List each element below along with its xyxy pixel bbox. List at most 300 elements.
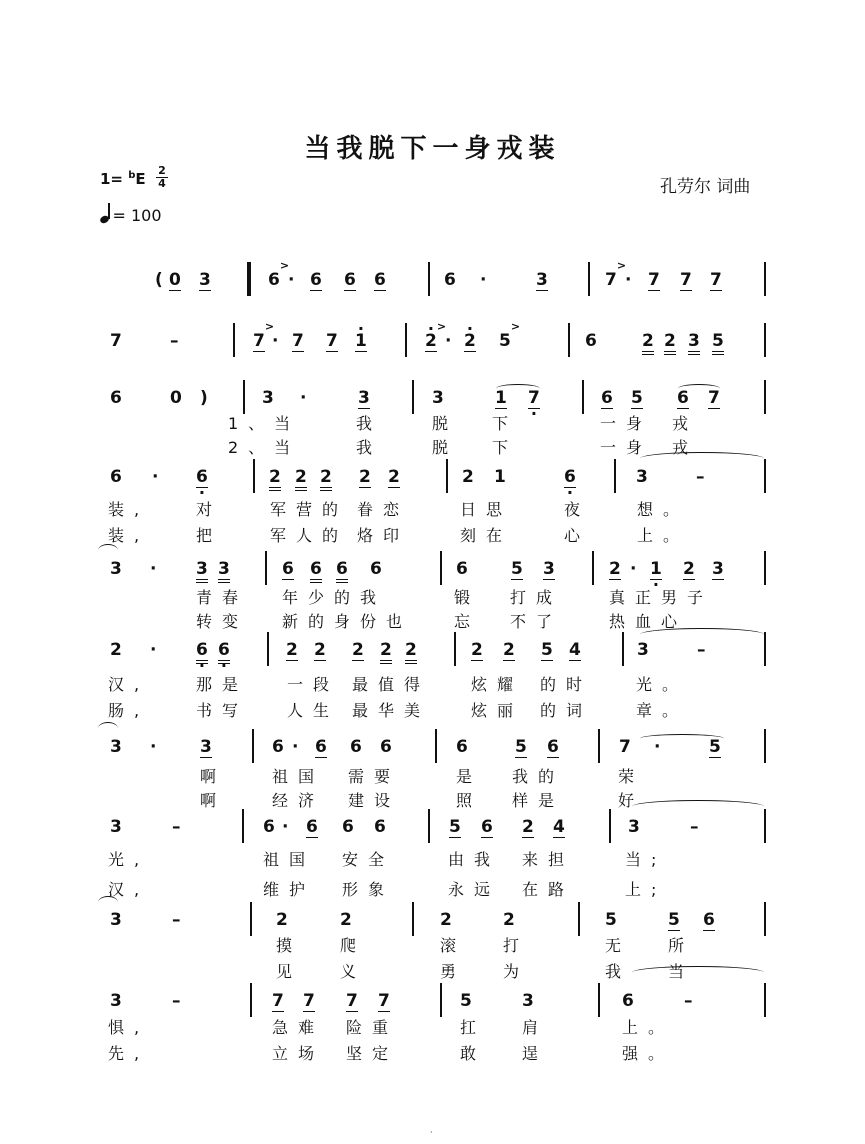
note: 6 xyxy=(310,270,322,290)
note: 5 xyxy=(515,737,527,757)
note: 6 xyxy=(342,817,354,837)
note: 7 xyxy=(110,331,122,351)
lyric-word: 一身 xyxy=(600,414,653,433)
time-signature xyxy=(156,166,168,189)
lyric-word: 汉, xyxy=(108,675,150,694)
lyric-word: 滚 xyxy=(440,936,457,955)
lyric-word: 夜 xyxy=(564,500,581,519)
lyric-word: 惧, xyxy=(108,1018,150,1037)
note: 3 xyxy=(543,559,555,579)
lyric-word: 眷恋 xyxy=(357,500,410,519)
barline xyxy=(764,983,766,1017)
note: · xyxy=(282,817,289,837)
note: 7 xyxy=(710,270,722,290)
note: 6 xyxy=(110,388,122,408)
lyric-word: 安全 xyxy=(342,850,395,869)
lyric-word: 锻 xyxy=(454,588,471,607)
barline xyxy=(440,983,442,1017)
lyric-word: 汉, xyxy=(108,880,150,899)
note: 3 xyxy=(110,737,122,757)
lyric-word: 下 xyxy=(492,414,509,433)
lyric-word: 忘 xyxy=(454,612,471,631)
tempo-value: = 100 xyxy=(112,206,162,225)
music-system xyxy=(0,559,865,589)
lyric-word: 装, xyxy=(108,500,150,519)
lyric-word: 啊 xyxy=(200,791,217,810)
lyric-word: 敢 xyxy=(460,1044,477,1063)
note: ( xyxy=(155,270,163,290)
lyric-word: 上。 xyxy=(637,526,690,545)
lyric-word: 把 xyxy=(196,526,213,545)
note: 3 xyxy=(432,388,444,408)
note: 3 xyxy=(110,817,122,837)
barline xyxy=(592,551,594,585)
lyric-word: 的词 xyxy=(540,701,593,720)
barline xyxy=(764,459,766,493)
lyric-word: 立场 xyxy=(272,1044,325,1063)
lyric-word: 热血心 xyxy=(609,612,688,631)
note: 6 xyxy=(263,817,275,837)
note: 7 xyxy=(708,388,720,408)
note: 3 xyxy=(110,991,122,1011)
note: · xyxy=(300,388,307,408)
note: 6 xyxy=(350,737,362,757)
note: 2 xyxy=(314,640,326,660)
barline xyxy=(764,729,766,763)
music-system xyxy=(0,737,865,767)
note: 2 xyxy=(642,331,654,355)
note: 6 xyxy=(481,817,493,837)
lyric-word: 上。 xyxy=(622,1018,675,1037)
note: 5 xyxy=(460,991,472,1011)
note: 6 · xyxy=(218,640,230,664)
lyric-word: 逞 xyxy=(522,1044,539,1063)
note: 3 xyxy=(200,737,212,757)
note: 6 · xyxy=(196,640,208,664)
lyric-word: 所 xyxy=(668,936,685,955)
note: · xyxy=(288,270,295,290)
lyric-word: 形象 xyxy=(342,880,395,899)
lyric-word: 是 xyxy=(456,767,473,786)
note: 5 xyxy=(712,331,724,355)
lyric-word: 光。 xyxy=(636,675,689,694)
note: · 2 > xyxy=(425,331,437,352)
note: 6 xyxy=(336,559,348,583)
note: ) xyxy=(200,388,208,408)
note: 3 xyxy=(196,559,208,583)
note: 7 xyxy=(346,991,358,1011)
note: 7 xyxy=(619,737,631,757)
barline xyxy=(764,632,766,666)
lyric-word: 照 xyxy=(456,791,473,810)
note: 4 xyxy=(553,817,565,837)
lyric-word: 扛 xyxy=(460,1018,477,1037)
barline xyxy=(582,380,584,414)
note: 2 xyxy=(380,640,392,664)
accent-mark: > xyxy=(279,259,290,272)
lyric-word: 摸 xyxy=(276,936,293,955)
lyric-word: 烙印 xyxy=(357,526,410,545)
note: 5 xyxy=(541,640,553,660)
lyric-word: 军营的 xyxy=(270,500,349,519)
note: 2 xyxy=(683,559,695,579)
note: 2 xyxy=(503,910,515,930)
lyric-word: 由我 xyxy=(448,850,501,869)
lyric-word: 建设 xyxy=(348,791,401,810)
lyric-word: 打成 xyxy=(510,588,563,607)
lyric-word: 荣 xyxy=(618,767,635,786)
lyric-word: 为 xyxy=(503,962,520,981)
key-prefix: 1= xyxy=(100,170,124,188)
note: 6 xyxy=(110,467,122,487)
barline xyxy=(412,902,414,936)
note: 2 xyxy=(609,559,621,579)
barline xyxy=(454,632,456,666)
time-top: 2 xyxy=(158,164,166,177)
note: 6 xyxy=(374,817,386,837)
lyric-word: 先, xyxy=(108,1044,150,1063)
note: 6 xyxy=(306,817,318,837)
note: 7 xyxy=(680,270,692,290)
barline xyxy=(609,809,611,843)
note: · xyxy=(630,559,637,579)
lyric-word: 强。 xyxy=(622,1044,675,1063)
lyric-word: 一段 xyxy=(287,675,340,694)
key-letter: E xyxy=(135,170,146,188)
note: · xyxy=(150,559,157,579)
note: 6 xyxy=(282,559,294,579)
note: · xyxy=(292,737,299,757)
note: 6 > xyxy=(268,270,280,290)
lyric-word: 那是 xyxy=(196,675,249,694)
lyric-word: 炫耀 xyxy=(471,675,524,694)
lyric-word: 书写 xyxy=(196,701,249,720)
lyric-word: 上; xyxy=(625,880,667,899)
note: 6 · xyxy=(196,467,208,488)
lyric-word: 急难 xyxy=(272,1018,325,1037)
note: – xyxy=(172,910,181,930)
note: 2 xyxy=(440,910,452,930)
lyric-word: 装, xyxy=(108,526,150,545)
note: 1 · xyxy=(650,559,662,580)
barline xyxy=(614,459,616,493)
note: 2 xyxy=(462,467,474,487)
lyric-word: 青春 xyxy=(196,588,249,607)
lyric-word: 戎 xyxy=(672,438,689,457)
music-system xyxy=(0,259,865,300)
lyric-word: 章。 xyxy=(636,701,689,720)
barline xyxy=(578,902,580,936)
lyric-word: 在路 xyxy=(522,880,575,899)
tie xyxy=(98,544,118,557)
tie xyxy=(640,452,764,465)
lyric-word: 维护 xyxy=(263,880,316,899)
note: 2 xyxy=(405,640,417,664)
lyric-word: 好 xyxy=(618,791,635,810)
lyric-word: 最值得 xyxy=(352,675,431,694)
lyric-word: 1、当 xyxy=(228,414,301,433)
lyric-word: 人生 xyxy=(287,701,340,720)
barline xyxy=(764,262,766,296)
barline xyxy=(435,729,437,763)
note: 3 xyxy=(688,331,700,355)
barline xyxy=(764,902,766,936)
lyric-word: 来担 xyxy=(522,850,575,869)
note: 3 xyxy=(637,640,649,660)
lyric-word: 脱 xyxy=(432,438,449,457)
lyric-word: 下 xyxy=(492,438,509,457)
accent-mark: > xyxy=(264,320,275,333)
lyric-word: 脱 xyxy=(432,414,449,433)
note: 5 xyxy=(511,559,523,579)
note: · xyxy=(150,640,157,660)
note: 6 xyxy=(444,270,456,290)
note: 3 xyxy=(358,388,370,408)
barline xyxy=(253,459,255,493)
barline xyxy=(446,459,448,493)
music-system xyxy=(0,467,865,497)
barline xyxy=(764,380,766,414)
note: · xyxy=(272,331,279,351)
music-system xyxy=(0,817,865,847)
note: 5 xyxy=(449,817,461,837)
lyric-word: 啊 xyxy=(200,767,217,786)
lyric-word: 戎 xyxy=(672,414,689,433)
note: 6 xyxy=(344,270,356,290)
lyric-word: 日思 xyxy=(460,500,513,519)
lyric-word: 光, xyxy=(108,850,150,869)
note: 3 xyxy=(536,270,548,290)
note: 5 xyxy=(668,910,680,930)
flat-sign: b xyxy=(128,170,136,181)
note: · xyxy=(625,270,632,290)
note: – xyxy=(172,991,181,1011)
lyric-word: 心 xyxy=(564,526,581,545)
lyric-word: 一身 xyxy=(600,438,653,457)
time-bottom: 4 xyxy=(158,177,166,190)
tie xyxy=(98,896,118,909)
note: 2 xyxy=(295,467,307,491)
lyric-word: 我 xyxy=(605,962,622,981)
slur xyxy=(496,384,540,393)
lyric-word: 当 xyxy=(668,962,685,981)
lyric-word: 刻在 xyxy=(460,526,513,545)
lyric-word: 险重 xyxy=(346,1018,399,1037)
note: 5 xyxy=(709,737,721,757)
note: 5 xyxy=(605,910,617,930)
music-system xyxy=(0,910,865,940)
barline xyxy=(598,983,600,1017)
note: 2 xyxy=(110,640,122,660)
note: 5 > xyxy=(499,331,511,351)
note: 3 xyxy=(199,270,211,290)
tie xyxy=(640,628,764,641)
lyric-word: 想。 xyxy=(637,500,690,519)
note: · xyxy=(150,737,157,757)
lyric-word: 永远 xyxy=(448,880,501,899)
lyric-word: 对 xyxy=(196,500,213,519)
note: – xyxy=(170,331,179,351)
barline xyxy=(233,323,235,357)
lyric-word: 样是 xyxy=(512,791,565,810)
music-system xyxy=(0,640,865,670)
note: 7 · xyxy=(528,388,540,409)
note: 2 xyxy=(320,467,332,491)
note: 7 xyxy=(303,991,315,1011)
note: 6 xyxy=(370,559,382,579)
note: 6 xyxy=(585,331,597,351)
note: 7 xyxy=(378,991,390,1011)
author-credit: 孔劳尔 词曲 xyxy=(660,177,751,197)
note: 1 xyxy=(495,388,507,408)
lyric-word: 转变 xyxy=(196,612,249,631)
lyric-word: 新的身份也 xyxy=(282,612,413,631)
note: – xyxy=(697,640,706,660)
key-signature xyxy=(100,170,146,188)
note: 7 > xyxy=(253,331,265,352)
lyric-word: 我的 xyxy=(512,767,565,786)
lyric-word: 我 xyxy=(356,438,373,457)
note: 6 xyxy=(601,388,613,408)
note: 6 xyxy=(315,737,327,757)
note: 3 xyxy=(628,817,640,837)
barline xyxy=(405,323,407,357)
note: – xyxy=(684,991,693,1011)
accent-mark: > xyxy=(436,320,447,333)
note: 3 xyxy=(636,467,648,487)
note: 5 xyxy=(631,388,643,408)
note: 2 xyxy=(522,817,534,837)
note: 2 xyxy=(269,467,281,491)
note: – xyxy=(690,817,699,837)
barline xyxy=(764,551,766,585)
note: 2 xyxy=(359,467,371,487)
note: 6 xyxy=(547,737,559,757)
lyric-word: 打 xyxy=(503,936,520,955)
page-mark: · xyxy=(430,1128,433,1137)
lyric-word: 见 xyxy=(276,962,293,981)
barline xyxy=(764,809,766,843)
lyric-word: 勇 xyxy=(440,962,457,981)
song-title: 当我脱下一身戎装 xyxy=(304,134,561,164)
lyric-word: 不了 xyxy=(510,612,563,631)
lyric-word: 爬 xyxy=(340,936,357,955)
music-system xyxy=(0,320,865,361)
lyric-word: 当; xyxy=(625,850,667,869)
note: 6 xyxy=(374,270,386,290)
tie xyxy=(98,722,118,735)
barline xyxy=(242,809,244,843)
music-system xyxy=(0,991,865,1021)
accent-mark: > xyxy=(510,320,521,333)
note: 7 xyxy=(292,331,304,351)
barline xyxy=(568,323,570,357)
barline xyxy=(598,729,600,763)
barline xyxy=(243,380,245,414)
note: 1 xyxy=(494,467,506,487)
note: 7 xyxy=(272,991,284,1011)
note: 3 xyxy=(262,388,274,408)
lyric-word: 义 xyxy=(340,962,357,981)
note: 2 xyxy=(664,331,676,355)
tie xyxy=(632,966,764,979)
barline xyxy=(428,262,430,296)
note: 2 xyxy=(286,640,298,660)
lyric-word: 炫丽 xyxy=(471,701,524,720)
note: 2 xyxy=(503,640,515,660)
note: 3 xyxy=(110,910,122,930)
note: · xyxy=(480,270,487,290)
note: 0 xyxy=(170,388,182,408)
slur xyxy=(678,384,720,393)
tempo-mark xyxy=(100,205,162,225)
tie xyxy=(632,800,764,813)
note: 4 xyxy=(569,640,581,660)
repeat-barline xyxy=(247,262,251,296)
accent-mark: > xyxy=(616,259,627,272)
note: 2 xyxy=(471,640,483,660)
note: 2 xyxy=(276,910,288,930)
note: 2 xyxy=(340,910,352,930)
lyric-word: 最华美 xyxy=(352,701,431,720)
note: · 2 xyxy=(464,331,476,352)
note: 6 xyxy=(380,737,392,757)
barline xyxy=(764,323,766,357)
lyric-word: 的时 xyxy=(540,675,593,694)
note: 2 xyxy=(388,467,400,487)
note: · xyxy=(152,467,159,487)
note: 3 xyxy=(218,559,230,583)
lyric-word: 我 xyxy=(356,414,373,433)
lyric-word: 无 xyxy=(605,936,622,955)
lyric-word: 祖国 xyxy=(272,767,325,786)
lyric-word: 坚定 xyxy=(346,1044,399,1063)
note: 6 · xyxy=(564,467,576,488)
barline xyxy=(267,632,269,666)
note: 7 > xyxy=(605,270,617,290)
slur xyxy=(640,734,724,743)
barline xyxy=(622,632,624,666)
lyric-word: 2、当 xyxy=(228,438,301,457)
note: 3 xyxy=(110,559,122,579)
note: 6 xyxy=(310,559,322,583)
note: · 1 xyxy=(355,331,367,352)
lyric-word: 年少的我 xyxy=(282,588,387,607)
note: 6 xyxy=(622,991,634,1011)
note: 6 xyxy=(272,737,284,757)
lyric-word: 军人的 xyxy=(270,526,349,545)
note: 6 xyxy=(703,910,715,930)
barline xyxy=(428,809,430,843)
barline xyxy=(250,983,252,1017)
barline xyxy=(250,902,252,936)
note: – xyxy=(172,817,181,837)
note: · xyxy=(445,331,452,351)
barline xyxy=(265,551,267,585)
lyric-word: 肩 xyxy=(522,1018,539,1037)
note: 7 xyxy=(648,270,660,290)
note: 6 xyxy=(677,388,689,408)
barline xyxy=(252,729,254,763)
note: 7 xyxy=(326,331,338,351)
note: 3 xyxy=(522,991,534,1011)
note: · xyxy=(654,737,661,757)
note: 6 xyxy=(456,559,468,579)
note: 3 xyxy=(712,559,724,579)
lyric-word: 真正男子 xyxy=(609,588,714,607)
note: – xyxy=(696,467,705,487)
lyric-word: 祖国 xyxy=(263,850,316,869)
